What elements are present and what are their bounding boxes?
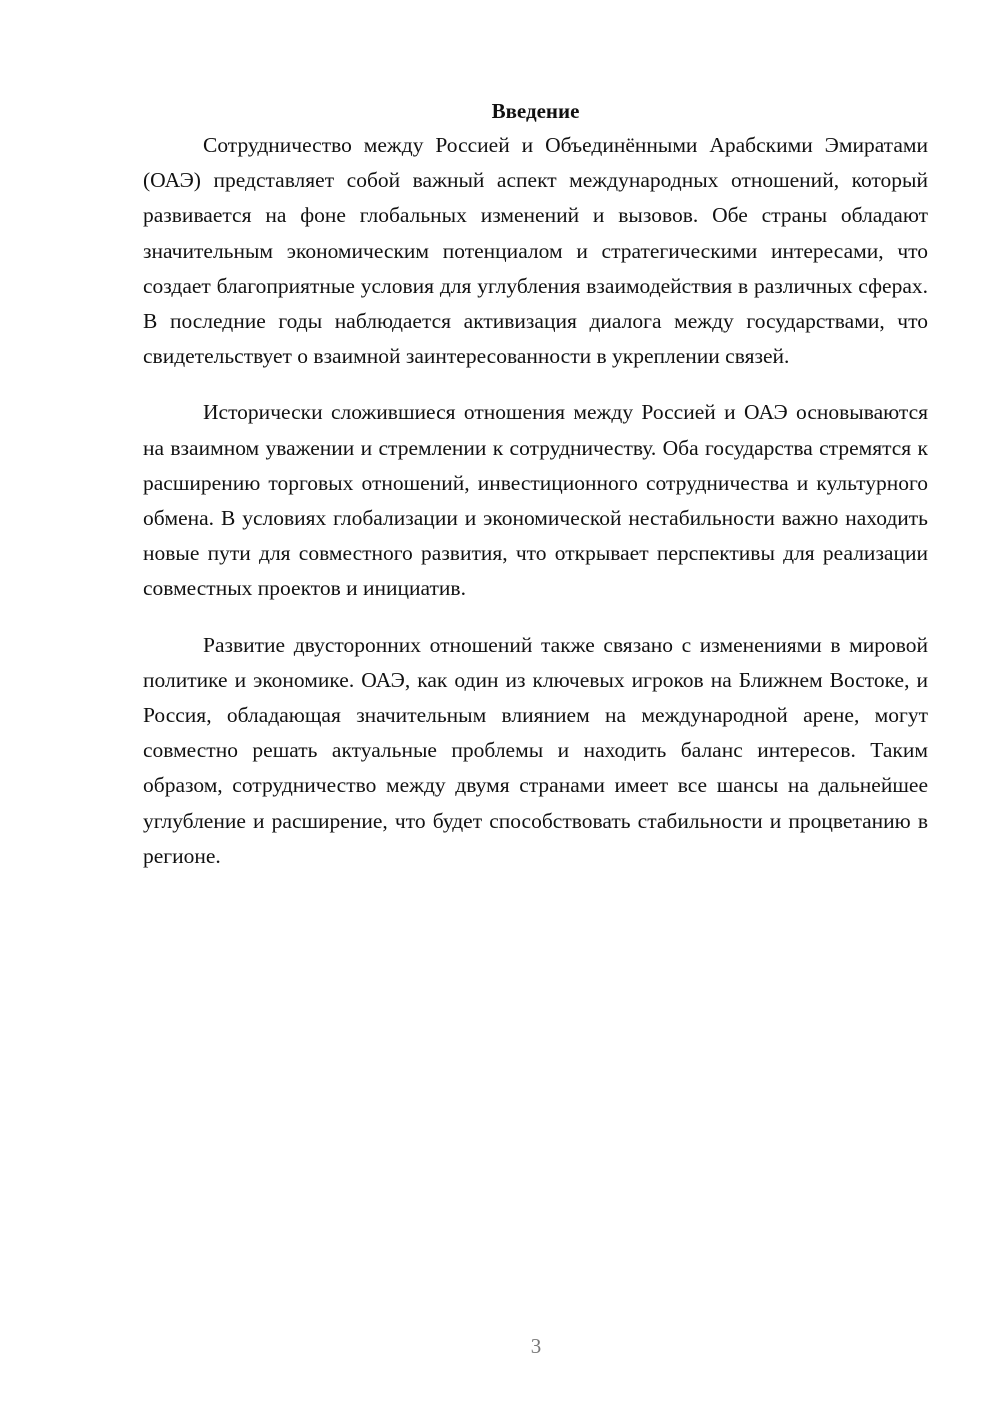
section-heading: Введение [491,99,580,123]
page-number: 3 [530,1334,542,1358]
paragraph-2: Исторически сложившиеся отношения между Россией и ОАЭ основываются на взаимном уважении и стремлении к сотрудничеству. Оба государства стремятся к расширению торговых отношений, инвестиционного сотрудничества и культурного обмена. В условиях глобализации и экономической нестабильности важно находить новые пути для совместного развития, что открывает перспективы для реализации совместных проектов и инициатив. [143,400,928,601]
paragraph-3: Развитие двусторонних отношений также связано с изменениями в мировой политике и экономике. ОАЭ, как один из ключевых игроков на Ближнем Востоке, и Россия, обладающая значительным влиянием на международной арене, могут совместно решать актуальные проблемы и находить баланс интересов. Таким образом, сотрудничество между двумя странами имеет все шансы на дальнейшее углубление и расширение, что будет способствовать стабильности и процветанию в регионе. [143,632,928,868]
page-content [143,96,928,874]
paragraph-1: Сотрудничество между Россией и Объединёнными Арабскими Эмиратами (ОАЭ) представляет собой важный аспект международных отношений, который развивается на фоне глобальных изменений и вызовов. Обе страны обладают значительным экономическим потенциалом и стратегическими интересами, что создает благоприятные условия для углубления взаимодействия в различных сферах. В последние годы наблюдается активизация диалога между государствами, что свидетельствует о взаимной заинтересованности в укреплении связей. [143,133,928,369]
